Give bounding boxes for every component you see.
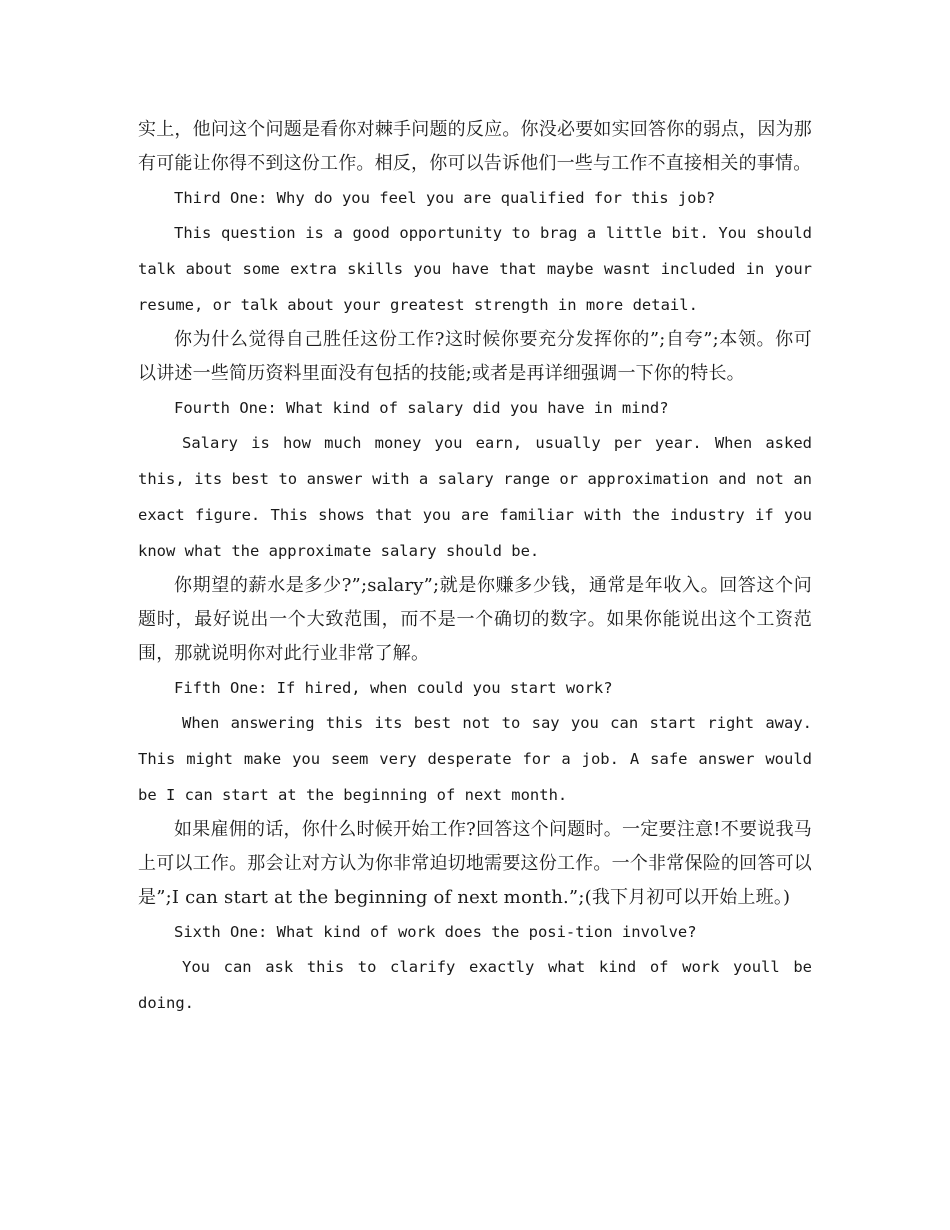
paragraph-start-work-answer-zh: 如果雇佣的话，你什么时候开始工作?回答这个问题时。一定要注意!不要说我马上可以工作。那会让对方认为你非常迫切地需要这份工作。一个非常保险的回答可以是”;I can start at the beginning of next month.”;(我下月初可以开始上班。) — [138, 819, 812, 908]
paragraph-salary-answer-en: Salary is how much money you earn, usually per year. When asked this, its best to answer with a salary range or approximation and not an exact figure. This shows that you are familiar with the industry if you know what the approximate salary should be. — [138, 434, 812, 560]
paragraph-start-work-answer-en: When answering this its best not to say you can start right away. This might make you seem very desperate for a job. A safe answer would be I can start at the beginning of next month. — [138, 714, 812, 804]
question-fourth: Fourth One: What kind of salary did you have in mind? — [174, 399, 669, 417]
question-sixth: Sixth One: What kind of work does the posi-tion involve? — [174, 923, 697, 941]
paragraph-position-answer-en: You can ask this to clarify exactly what kind of work youll be doing. — [138, 958, 812, 1012]
document-body — [138, 113, 812, 1021]
paragraph-weakness-answer-zh: 实上，他问这个问题是看你对棘手问题的反应。你没必要如实回答你的弱点，因为那有可能让你得不到这份工作。相反，你可以告诉他们一些与工作不直接相关的事情。 — [138, 119, 812, 174]
paragraph-salary-answer-zh: 你期望的薪水是多少?”;salary”;就是你赚多少钱，通常是年收入。回答这个问题时，最好说出一个大致范围，而不是一个确切的数字。如果你能说出这个工资范围，那就说明你对此行业非常了解。 — [138, 575, 812, 664]
question-third: Third One: Why do you feel you are qualified for this job? — [174, 189, 716, 207]
paragraph-qualified-answer-zh: 你为什么觉得自己胜任这份工作?这时候你要充分发挥你的”;自夸”;本领。你可以讲述一些简历资料里面没有包括的技能;或者是再详细强调一下你的特长。 — [138, 329, 812, 384]
question-fifth: Fifth One: If hired, when could you start work? — [174, 679, 613, 697]
paragraph-qualified-answer-en: This question is a good opportunity to brag a little bit. You should talk about some extra skills you have that maybe wasnt included in your resume, or talk about your greatest strength in more detail. — [138, 224, 812, 314]
